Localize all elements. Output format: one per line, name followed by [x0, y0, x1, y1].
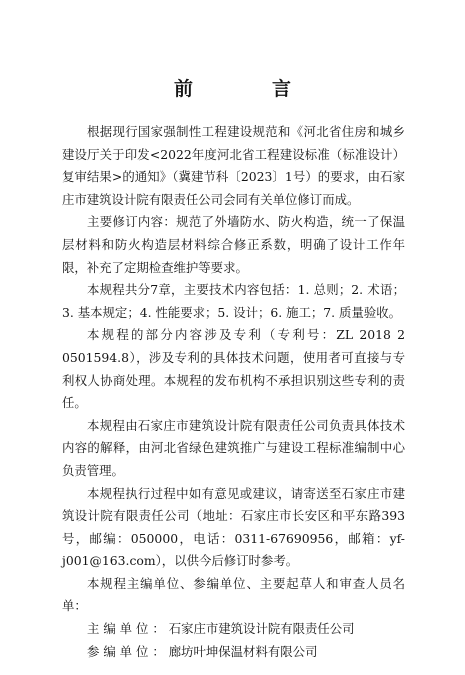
- chief-unit-label: 主 编 单 位 ：: [87, 621, 165, 637]
- paragraph-patent: 本规程的部分内容涉及专利（专利号：ZL 2018 2 0501594.8），涉及专利的具体技术问题，使用者可直接与专利权人协商处理。本规程的发布机构不承担识别这些专利的责任。: [62, 327, 405, 411]
- paragraph-basis: 根据现行国家强制性工程建设规范和《河北省住房和城乡建设厅关于印发<2022年度河北省工程建设标准（标准设计）复审结果>的通知》（冀建节科〔2023〕1号）的要求，由石家庄市建筑设计院有限责任公司会同有关单位修订而成。: [62, 124, 405, 207]
- chief-unit-line: [62, 618, 405, 641]
- paragraph-revisions: 主要修订内容：规范了外墙防水、防火构造，统一了保温层材料和防火构造层材料综合修正系数，明确了设计工作年限，补充了定期检查维护等要求。: [62, 214, 405, 275]
- document-body: [62, 121, 405, 663]
- participating-unit-line: [62, 641, 405, 664]
- paragraph-chapters: 本规程共分7章，主要技术内容包括：1. 总则；2. 术语；3. 基本规定；4. 性能要求；5. 设计；6. 施工；7. 质量验收。: [62, 282, 405, 320]
- page-title: 前 言: [173, 78, 321, 100]
- paragraph-interpretation: 本规程由石家庄市建筑设计院有限责任公司负责具体技术内容的解释，由河北省绿色建筑推广与建设工程标准编制中心负责管理。: [62, 417, 405, 478]
- participating-unit-value: 廊坊叶坤保温材料有限公司: [168, 643, 318, 659]
- chief-unit-value: 石家庄市建筑设计院有限责任公司: [168, 621, 355, 637]
- paragraph-staff-intro: 本规程主编单位、参编单位、主要起草人和审查人员名单：: [62, 575, 405, 614]
- paragraph-feedback: 本规程执行过程中如有意见或建议，请寄送至石家庄市建筑设计院有限责任公司（地址：石家庄市长安区和平东路393号，邮编：050000，电话：0311-67690956，邮箱：yf-j001@163.com），以供今后修订时参考。: [62, 485, 405, 569]
- participating-unit-label: 参 编 单 位 ：: [87, 643, 165, 659]
